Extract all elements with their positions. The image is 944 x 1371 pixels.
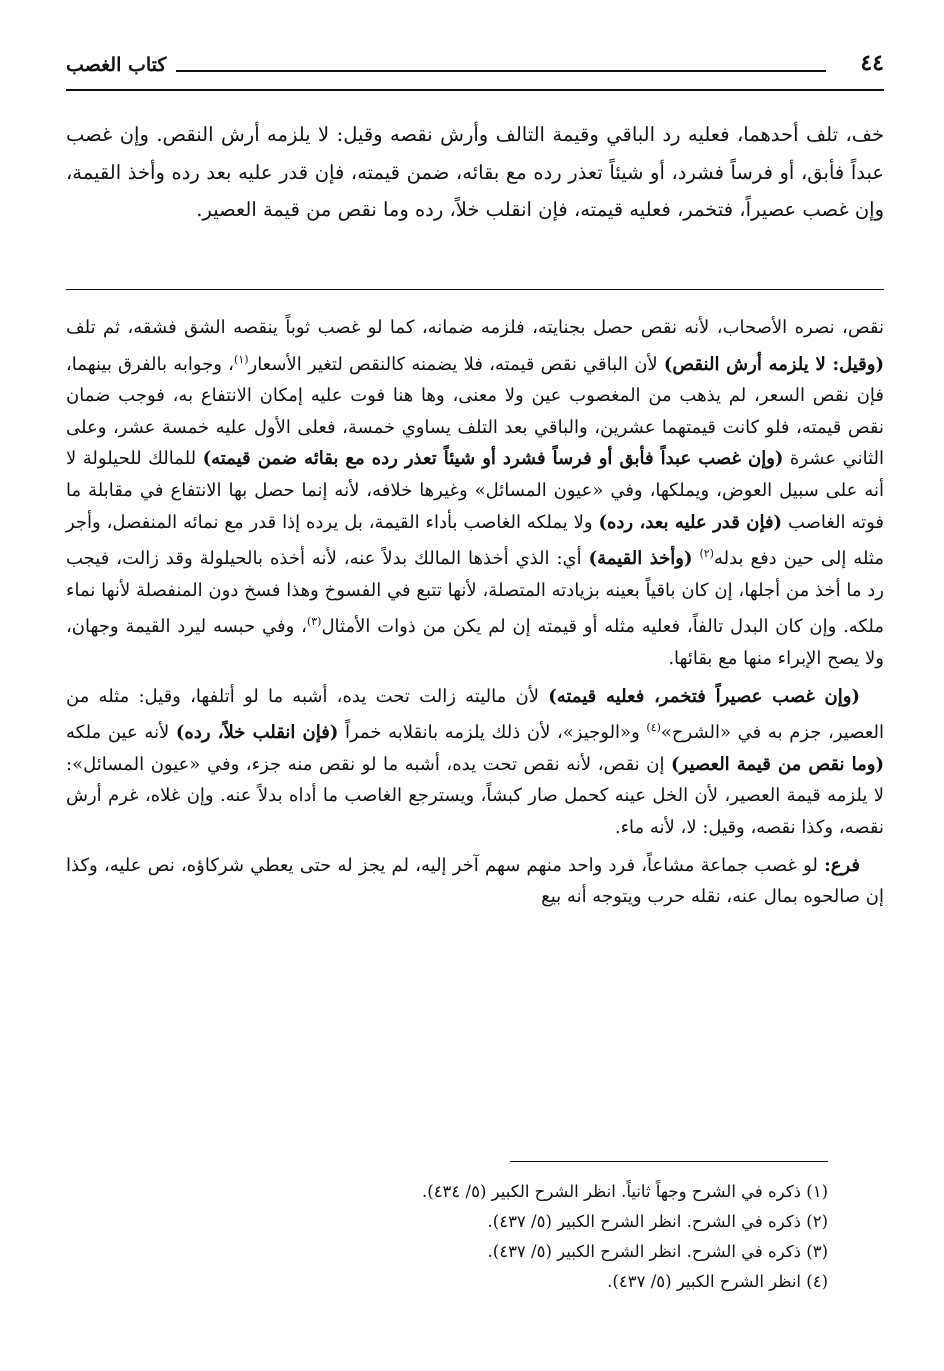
commentary-text: نقص، نصره الأصحاب، لأنه نقص حصل بجنايته، فلزمه ضمانه، كما لو غصب ثوباً ينقصه الشق فشقه، ثم تلف: [66, 317, 884, 338]
commentary-text: ولا يملكه الغاصب بأداء القيمة، بل يرده إذا قدر مع نمائه المنفصل، وأجر مثله إلى حين دفع بدله: [66, 511, 884, 570]
quoted-matn: (فإن انقلب خلاً، رده): [175, 722, 339, 744]
footnote-ref[interactable]: (١): [233, 352, 249, 366]
commentary-text: ، وجوابه بالفرق بينهما، فإن نقص السعر، لم يذهب من المغصوب عين ولا معنى، وها هنا فوت عليه إمكان الانتفاع به، فوجب ضمان نقص قيمته، فلو كانت قيمتهما عشرين، والباقي بعد التلف يساوي خمسة، فعلى الأول عليه خمسة عشر، وعلى الثاني عشرة: [66, 353, 884, 470]
footnote-ref[interactable]: (٤): [646, 721, 661, 735]
quoted-matn: (وإن غصب عصيراً فتخمر، فعليه قيمته): [548, 685, 860, 707]
text-commentary-divider: [66, 289, 884, 290]
commentary-paragraph: [66, 850, 884, 913]
footnote: (٣) ذكره في الشرح. انظر الشرح الكبير (٥/ ٤٣٧).: [487, 1242, 828, 1261]
running-header: [66, 50, 884, 80]
footnote: (٢) ذكره في الشرح. انظر الشرح الكبير (٥/ ٤٣٧).: [487, 1212, 828, 1231]
quoted-matn: (وأخذ القيمة): [588, 548, 693, 570]
footnote: (٤) انظر الشرح الكبير (٥/ ٤٣٧).: [607, 1272, 828, 1291]
footnotes: [200, 1177, 828, 1297]
commentary-paragraph: [66, 312, 884, 675]
footnote: (١) ذكره في الشرح وجهاً ثانياً. انظر الشرح الكبير (٥/ ٤٣٤).: [422, 1182, 828, 1201]
main-text: خف، تلف أحدهما، فعليه رد الباقي وقيمة التالف وأرش نقصه وقيل: لا يلزمه أرش النقص. وإن غصب عبداً فأبق، أو فرساً فشرد، أو شيئاً تعذر رده مع بقائه، ضمن قيمته، فإن قدر عليه بعد رده وأخذ القيمة، وإن غصب عصيراً، فتخمر، فعليه قيمته، فإن انقلب خلاً، رده وما نقص من قيمة العصير.: [66, 123, 884, 221]
footnote-ref[interactable]: (٣): [306, 615, 322, 629]
quoted-matn: (وإن غصب عبداً فأبق أو فرساً فشرد أو شيئاً تعذر رده مع بقائه ضمن قيمته): [202, 448, 784, 470]
quoted-matn: (فإن قدر عليه بعد، رده): [598, 511, 783, 533]
quoted-matn: (وما نقص من قيمة العصير): [671, 753, 884, 775]
commentary: [66, 312, 884, 913]
commentary-text: لأن ماليته زالت تحت يده، أشبه ما لو أتلفها، وقيل: مثله من العصير، جزم به في «الشرح»: [66, 685, 884, 744]
far-label: فرع:: [824, 854, 860, 876]
commentary-text: للمالك للحيلولة لا أنه على سبيل العوض، ويملكها، وفي «عيون المسائل» وغيرها خلافه، لأنه إنما حصل بها الانتفاع في مقابلة ما فوته الغاصب: [66, 448, 884, 533]
header-rule: [176, 70, 826, 72]
commentary-text: ، وفي حبسه ليرد القيمة وجهان، ولا يصح الإبراء منها مع بقائها.: [66, 616, 884, 669]
commentary-text: لو غصب جماعة مشاعاً، فرد واحد منهم سهم آخر إليه، لم يجز له حتى يعطي شركاؤه، نص عليه، وكذا إن صالحوه بمال عنه، نقله حرب ويتوجه أنه بيع: [66, 854, 884, 908]
chapter-title: كتاب الغصب: [66, 54, 167, 76]
commentary-text: إن نقص، لأنه نقص تحت يده، أشبه ما لو نقص منه جزء، وفي «عيون المسائل»: لا يلزمه قيمة العصير، لأن الخل عينه كحمل صار كبشاً، ويسترجع الغاصب ما أداه بدلاً عنه. وإن غلاه، غرم أرش نقصه، وكذا نقصه، وقيل: لا، لأنه ماء.: [66, 753, 884, 838]
header-underline: [66, 89, 884, 91]
commentary-text: أي: الذي أخذها المالك بدلاً عنه، لأنه أخذه بالحيلولة وقد زالت، فيجب رد ما أخذ من أجلها، إن كان باقياً بعينه بزيادته المتصلة، لأنها تتبع في الفسوخ وهذا فسخ دون المنفصلة لأنها نماء ملكه. وإن كان البدل تالفاً، فعليه مثله أو قيمته إن لم يكن من ذوات الأمثال: [66, 548, 884, 638]
footnote-rule: [510, 1161, 828, 1162]
commentary-text: و«الوجيز»، لأن ذلك يلزمه بانقلابه خمراً: [338, 722, 647, 744]
commentary-text: لأنه عين ملكه: [66, 722, 176, 744]
footnote-ref[interactable]: (٢): [699, 547, 714, 561]
commentary-paragraph: [66, 681, 884, 844]
quoted-matn: (وقيل: لا يلزمه أرش النقص): [663, 353, 884, 375]
page-number: ٤٤: [860, 50, 884, 76]
commentary-text: لأن الباقي نقص قيمته، فلا يضمنه كالنقص لتغير الأسعار: [248, 353, 664, 375]
